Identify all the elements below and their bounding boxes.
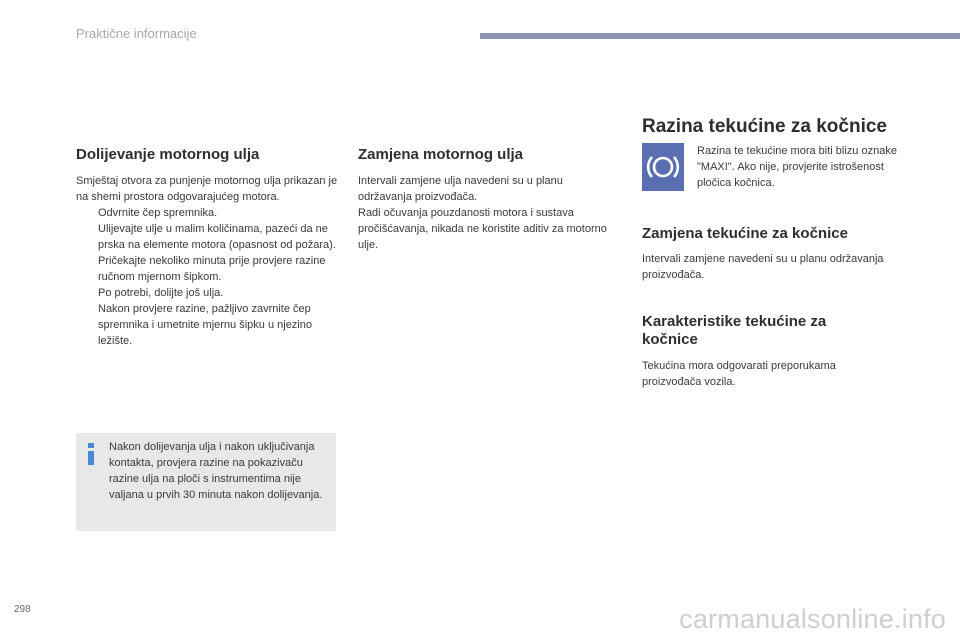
list-item: Pričekajte nekoliko minuta prije provjere razine ručnom mjernom šipkom. [98, 255, 326, 283]
brake-fluid-replace-heading: Zamjena tekućine za kočnice [642, 225, 848, 242]
list-item: Odvrnite čep spremnika. [98, 207, 218, 219]
info-note-text: Nakon dolijevanja ulja i nakon uključivanja kontakta, provjera razine na pokazivaču razine ulja na ploči s instrumentima nije valjana u prvih 30 minuta nakon dolijevanja. [109, 441, 323, 501]
page-section-title: Praktične informacije [76, 26, 197, 41]
brake-fluid-replace-text: Intervali zamjene navedeni su u planu održavanja proizvođača. [642, 253, 884, 281]
brake-warning-icon [642, 143, 684, 191]
list-item: Nakon provjere razine, pažljivo zavrnite čep spremnika i umetnite mjernu šipku u njezino ležište. [98, 303, 312, 347]
oil-change-section [358, 146, 608, 253]
brake-fluid-spec-text: Tekućina mora odgovarati preporukama proizvođača vozila. [642, 360, 836, 388]
brake-fluid-heading: Razina tekućine za kočnice [642, 116, 887, 137]
brake-fluid-spec-section [642, 313, 882, 390]
brake-fluid-level-text: Razina te tekućine mora biti blizu oznake "MAXI". Ako nije, provjerite istrošenost pločica kočnica. [697, 145, 897, 189]
oil-change-text-2: Radi očuvanja pouzdanosti motora i sustava pročišćavanja, nikada ne koristite aditiv za motorno ulje. [358, 207, 607, 251]
list-item: Ulijevajte ulje u malim količinama, pazeći da ne prska na elemente motora (opasnost od požara). [98, 223, 336, 251]
oil-topup-intro: Smještaj otvora za punjenje motornog ulja prikazan je na shemi prostora odgovarajućeg motora. [76, 175, 338, 203]
oil-topup-section [76, 146, 338, 349]
header-accent-bar [480, 33, 960, 39]
page-number: 298 [14, 604, 31, 615]
oil-topup-steps [76, 205, 338, 349]
brake-fluid-spec-heading: Karakteristike tekućine za kočnice [642, 313, 827, 348]
info-icon [86, 443, 96, 465]
watermark: carmanualsonline.info [679, 604, 946, 634]
brake-fluid-section [642, 116, 912, 138]
brake-fluid-replace-section [642, 225, 912, 283]
oil-topup-heading: Dolijevanje motornog ulja [76, 146, 260, 163]
list-item: Po potrebi, dolijte još ulja. [98, 287, 224, 299]
oil-change-heading: Zamjena motornog ulja [358, 146, 524, 163]
info-note-box [76, 433, 336, 531]
oil-change-text-1: Intervali zamjene ulja navedeni su u planu održavanja proizvođača. [358, 175, 563, 203]
